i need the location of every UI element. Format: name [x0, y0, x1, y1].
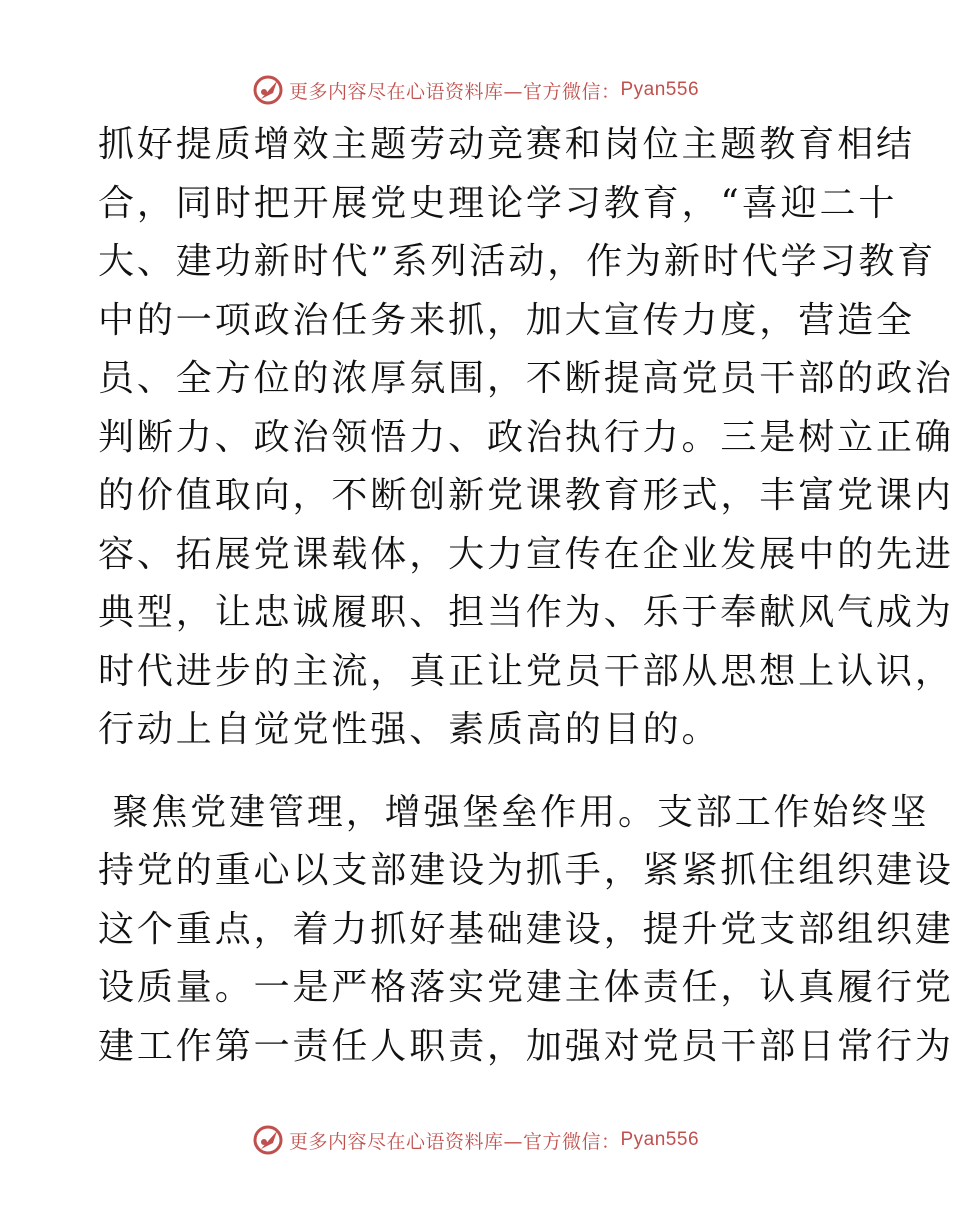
- paragraph-2: [98, 784, 954, 1077]
- text-line: 合，同时把开展党史理论学习教育，“喜迎二十: [98, 182, 898, 224]
- text-line: 行动上自觉党性强、素质高的目的。: [98, 709, 721, 750]
- text-line: 时代进步的主流，真正让党员干部从思想上认识，: [98, 650, 954, 692]
- header-watermark: [0, 70, 950, 110]
- quill-logo-icon: [251, 1123, 285, 1157]
- footer-watermark-text: 更多内容尽在心语资料库—官方微信：: [288, 1130, 621, 1153]
- footer-watermark: [0, 1120, 950, 1160]
- text-line: 典型，让忠诚履职、担当作为、乐于奉献风气成为: [98, 592, 954, 633]
- text-line: 建工作第一责任人职责，加强对党员干部日常行为: [98, 1025, 954, 1067]
- text-line: 判断力、政治领悟力、政治执行力。三是树立正确: [98, 416, 954, 458]
- paragraph-gap: [98, 760, 858, 784]
- text-line: 聚焦党建管理，增强堡垒作用。支部工作始终坚: [98, 791, 930, 833]
- text-line: 员、全方位的浓厚氛围，不断提高党员干部的政治: [98, 358, 954, 399]
- text-line: 抓好提质增效主题劳动竞赛和岗位主题教育相结: [98, 124, 915, 165]
- text-line: 设质量。一是严格落实党建主体责任，认真履行党: [98, 967, 954, 1008]
- text-line: 的价值取向，不断创新党课教育形式，丰富党课内: [98, 475, 954, 516]
- footer-watermark-id: Pyan556: [620, 1129, 700, 1150]
- paragraph-1: [98, 116, 954, 760]
- text-line: 大、建功新时代”系列活动，作为新时代学习教育: [98, 241, 937, 282]
- header-watermark-id: Pyan556: [620, 79, 700, 100]
- text-line: 容、拓展党课载体，大力宣传在企业发展中的先进: [98, 533, 954, 575]
- text-line: 这个重点，着力抓好基础建设，提升党支部组织建: [98, 908, 954, 950]
- header-watermark-text: 更多内容尽在心语资料库—官方微信：: [288, 80, 621, 103]
- text-line: 中的一项政治任务来抓，加大宣传力度，营造全: [98, 299, 915, 341]
- quill-logo-icon: [251, 73, 285, 107]
- document-body: [98, 116, 954, 1076]
- text-line: 持党的重心以支部建设为抓手，紧紧抓住组织建设: [98, 850, 954, 891]
